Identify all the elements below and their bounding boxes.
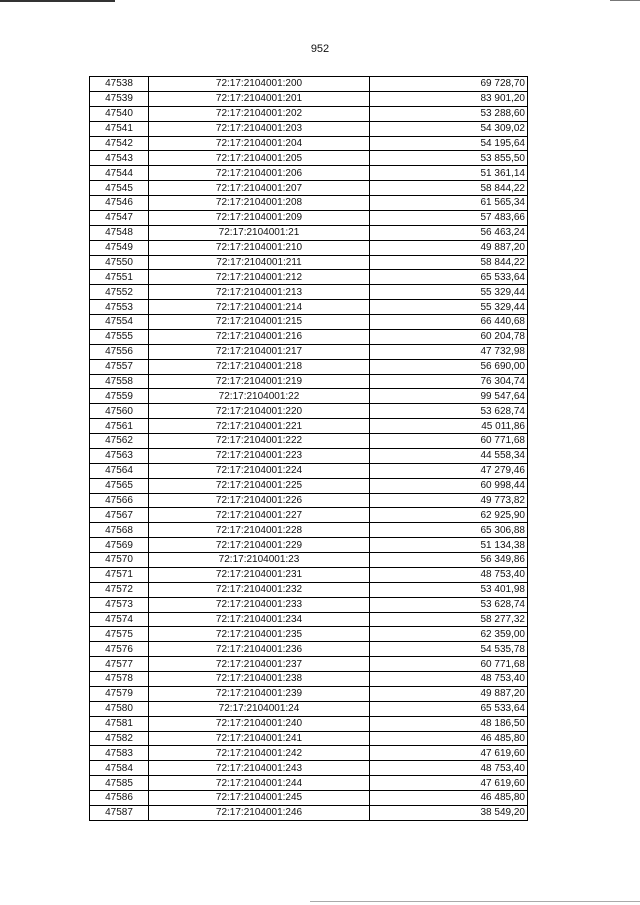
amount-cell: 46 485,80 bbox=[370, 791, 528, 806]
table-row bbox=[90, 582, 528, 597]
row-number-cell: 47586 bbox=[90, 791, 149, 806]
table-row bbox=[90, 151, 528, 166]
amount-cell: 65 533,64 bbox=[370, 701, 528, 716]
amount-cell: 38 549,20 bbox=[370, 805, 528, 820]
cadastral-number-cell: 72:17:2104001:210 bbox=[149, 240, 370, 255]
row-number-cell: 47543 bbox=[90, 151, 149, 166]
amount-cell: 60 204,78 bbox=[370, 329, 528, 344]
cadastral-number-cell: 72:17:2104001:243 bbox=[149, 761, 370, 776]
amount-cell: 48 753,40 bbox=[370, 567, 528, 582]
row-number-cell: 47575 bbox=[90, 627, 149, 642]
row-number-cell: 47572 bbox=[90, 582, 149, 597]
amount-cell: 49 773,82 bbox=[370, 493, 528, 508]
amount-cell: 54 195,64 bbox=[370, 136, 528, 151]
amount-cell: 44 558,34 bbox=[370, 448, 528, 463]
cadastral-number-cell: 72:17:2104001:234 bbox=[149, 612, 370, 627]
cadastral-number-cell: 72:17:2104001:239 bbox=[149, 686, 370, 701]
amount-cell: 49 887,20 bbox=[370, 686, 528, 701]
cadastral-number-cell: 72:17:2104001:228 bbox=[149, 523, 370, 538]
table-row bbox=[90, 300, 528, 315]
row-number-cell: 47542 bbox=[90, 136, 149, 151]
amount-cell: 47 619,60 bbox=[370, 746, 528, 761]
amount-cell: 55 329,44 bbox=[370, 300, 528, 315]
amount-cell: 53 288,60 bbox=[370, 106, 528, 121]
cadastral-number-cell: 72:17:2104001:225 bbox=[149, 478, 370, 493]
table-row bbox=[90, 225, 528, 240]
cadastral-number-cell: 72:17:2104001:209 bbox=[149, 210, 370, 225]
amount-cell: 46 485,80 bbox=[370, 731, 528, 746]
amount-cell: 76 304,74 bbox=[370, 374, 528, 389]
row-number-cell: 47569 bbox=[90, 538, 149, 553]
cadastral-number-cell: 72:17:2104001:238 bbox=[149, 672, 370, 687]
table-row bbox=[90, 642, 528, 657]
amount-cell: 65 306,88 bbox=[370, 523, 528, 538]
amount-cell: 48 753,40 bbox=[370, 761, 528, 776]
row-number-cell: 47579 bbox=[90, 686, 149, 701]
table-row bbox=[90, 106, 528, 121]
row-number-cell: 47552 bbox=[90, 285, 149, 300]
table-row bbox=[90, 196, 528, 211]
table-row bbox=[90, 166, 528, 181]
cadastral-number-cell: 72:17:2104001:223 bbox=[149, 448, 370, 463]
table-row bbox=[90, 181, 528, 196]
row-number-cell: 47546 bbox=[90, 196, 149, 211]
row-number-cell: 47584 bbox=[90, 761, 149, 776]
table-row bbox=[90, 508, 528, 523]
cadastral-number-cell: 72:17:2104001:244 bbox=[149, 776, 370, 791]
cadastral-number-cell: 72:17:2104001:215 bbox=[149, 315, 370, 330]
cadastral-number-cell: 72:17:2104001:224 bbox=[149, 463, 370, 478]
row-number-cell: 47578 bbox=[90, 672, 149, 687]
row-number-cell: 47562 bbox=[90, 434, 149, 449]
cadastral-number-cell: 72:17:2104001:232 bbox=[149, 582, 370, 597]
amount-cell: 58 844,22 bbox=[370, 255, 528, 270]
table-row bbox=[90, 240, 528, 255]
amount-cell: 53 628,74 bbox=[370, 404, 528, 419]
amount-cell: 62 359,00 bbox=[370, 627, 528, 642]
row-number-cell: 47582 bbox=[90, 731, 149, 746]
row-number-cell: 47553 bbox=[90, 300, 149, 315]
amount-cell: 62 925,90 bbox=[370, 508, 528, 523]
amount-cell: 45 011,86 bbox=[370, 419, 528, 434]
cadastral-number-cell: 72:17:2104001:205 bbox=[149, 151, 370, 166]
cadastral-number-cell: 72:17:2104001:219 bbox=[149, 374, 370, 389]
amount-cell: 99 547,64 bbox=[370, 389, 528, 404]
cadastral-number-cell: 72:17:2104001:21 bbox=[149, 225, 370, 240]
row-number-cell: 47573 bbox=[90, 597, 149, 612]
row-number-cell: 47558 bbox=[90, 374, 149, 389]
row-number-cell: 47541 bbox=[90, 121, 149, 136]
amount-cell: 56 463,24 bbox=[370, 225, 528, 240]
row-number-cell: 47585 bbox=[90, 776, 149, 791]
row-number-cell: 47540 bbox=[90, 106, 149, 121]
table-row bbox=[90, 285, 528, 300]
cadastral-number-cell: 72:17:2104001:235 bbox=[149, 627, 370, 642]
amount-cell: 51 134,38 bbox=[370, 538, 528, 553]
table-row bbox=[90, 657, 528, 672]
table-row bbox=[90, 597, 528, 612]
amount-cell: 56 349,86 bbox=[370, 553, 528, 568]
cadastral-number-cell: 72:17:2104001:227 bbox=[149, 508, 370, 523]
amount-cell: 51 361,14 bbox=[370, 166, 528, 181]
row-number-cell: 47549 bbox=[90, 240, 149, 255]
cadastral-number-cell: 72:17:2104001:246 bbox=[149, 805, 370, 820]
amount-cell: 48 753,40 bbox=[370, 672, 528, 687]
amount-cell: 66 440,68 bbox=[370, 315, 528, 330]
amount-cell: 58 844,22 bbox=[370, 181, 528, 196]
cadastral-number-cell: 72:17:2104001:24 bbox=[149, 701, 370, 716]
table-row bbox=[90, 805, 528, 820]
row-number-cell: 47545 bbox=[90, 181, 149, 196]
cadastral-number-cell: 72:17:2104001:240 bbox=[149, 716, 370, 731]
cadastral-number-cell: 72:17:2104001:207 bbox=[149, 181, 370, 196]
row-number-cell: 47577 bbox=[90, 657, 149, 672]
row-number-cell: 47576 bbox=[90, 642, 149, 657]
table-row bbox=[90, 121, 528, 136]
cadastral-number-cell: 72:17:2104001:200 bbox=[149, 77, 370, 92]
table-row bbox=[90, 478, 528, 493]
row-number-cell: 47564 bbox=[90, 463, 149, 478]
cadastral-number-cell: 72:17:2104001:226 bbox=[149, 493, 370, 508]
cadastral-number-cell: 72:17:2104001:213 bbox=[149, 285, 370, 300]
row-number-cell: 47581 bbox=[90, 716, 149, 731]
amount-cell: 58 277,32 bbox=[370, 612, 528, 627]
amount-cell: 65 533,64 bbox=[370, 270, 528, 285]
cadastral-number-cell: 72:17:2104001:206 bbox=[149, 166, 370, 181]
row-number-cell: 47559 bbox=[90, 389, 149, 404]
cadastral-number-cell: 72:17:2104001:212 bbox=[149, 270, 370, 285]
amount-cell: 47 619,60 bbox=[370, 776, 528, 791]
row-number-cell: 47565 bbox=[90, 478, 149, 493]
table-row bbox=[90, 255, 528, 270]
table-row bbox=[90, 389, 528, 404]
table-row bbox=[90, 761, 528, 776]
amount-cell: 60 771,68 bbox=[370, 657, 528, 672]
table-row bbox=[90, 344, 528, 359]
amount-cell: 61 565,34 bbox=[370, 196, 528, 211]
row-number-cell: 47556 bbox=[90, 344, 149, 359]
table-row bbox=[90, 315, 528, 330]
scan-edge-line bbox=[610, 0, 640, 1]
row-number-cell: 47544 bbox=[90, 166, 149, 181]
cadastral-number-cell: 72:17:2104001:23 bbox=[149, 553, 370, 568]
cadastral-number-cell: 72:17:2104001:242 bbox=[149, 746, 370, 761]
amount-cell: 47 732,98 bbox=[370, 344, 528, 359]
amount-cell: 47 279,46 bbox=[370, 463, 528, 478]
row-number-cell: 47583 bbox=[90, 746, 149, 761]
row-number-cell: 47539 bbox=[90, 91, 149, 106]
cadastral-number-cell: 72:17:2104001:208 bbox=[149, 196, 370, 211]
table-row bbox=[90, 731, 528, 746]
page-number: 952 bbox=[310, 43, 330, 55]
amount-cell: 54 535,78 bbox=[370, 642, 528, 657]
cadastral-number-cell: 72:17:2104001:221 bbox=[149, 419, 370, 434]
cadastral-number-cell: 72:17:2104001:245 bbox=[149, 791, 370, 806]
table-row bbox=[90, 493, 528, 508]
table-row bbox=[90, 791, 528, 806]
cadastral-number-cell: 72:17:2104001:229 bbox=[149, 538, 370, 553]
amount-cell: 57 483,66 bbox=[370, 210, 528, 225]
row-number-cell: 47567 bbox=[90, 508, 149, 523]
table-row bbox=[90, 776, 528, 791]
table-row bbox=[90, 374, 528, 389]
amount-cell: 83 901,20 bbox=[370, 91, 528, 106]
table-row bbox=[90, 329, 528, 344]
cadastral-number-cell: 72:17:2104001:236 bbox=[149, 642, 370, 657]
cadastral-number-cell: 72:17:2104001:217 bbox=[149, 344, 370, 359]
row-number-cell: 47554 bbox=[90, 315, 149, 330]
table-row bbox=[90, 359, 528, 374]
table-row bbox=[90, 567, 528, 582]
table-row bbox=[90, 746, 528, 761]
cadastral-number-cell: 72:17:2104001:231 bbox=[149, 567, 370, 582]
cadastral-number-cell: 72:17:2104001:222 bbox=[149, 434, 370, 449]
table-row bbox=[90, 77, 528, 92]
scan-edge-line bbox=[310, 901, 640, 902]
amount-cell: 55 329,44 bbox=[370, 285, 528, 300]
row-number-cell: 47547 bbox=[90, 210, 149, 225]
scan-edge-line bbox=[0, 0, 115, 2]
amount-cell: 54 309,02 bbox=[370, 121, 528, 136]
cadastral-number-cell: 72:17:2104001:233 bbox=[149, 597, 370, 612]
amount-cell: 60 771,68 bbox=[370, 434, 528, 449]
row-number-cell: 47568 bbox=[90, 523, 149, 538]
cadastral-number-cell: 72:17:2104001:204 bbox=[149, 136, 370, 151]
cadastral-table bbox=[89, 76, 528, 821]
row-number-cell: 47550 bbox=[90, 255, 149, 270]
amount-cell: 48 186,50 bbox=[370, 716, 528, 731]
amount-cell: 56 690,00 bbox=[370, 359, 528, 374]
cadastral-number-cell: 72:17:2104001:216 bbox=[149, 329, 370, 344]
table-row bbox=[90, 448, 528, 463]
table-row bbox=[90, 210, 528, 225]
row-number-cell: 47538 bbox=[90, 77, 149, 92]
table-row bbox=[90, 419, 528, 434]
amount-cell: 53 401,98 bbox=[370, 582, 528, 597]
cadastral-number-cell: 72:17:2104001:203 bbox=[149, 121, 370, 136]
table-row bbox=[90, 270, 528, 285]
table-row bbox=[90, 701, 528, 716]
row-number-cell: 47566 bbox=[90, 493, 149, 508]
row-number-cell: 47551 bbox=[90, 270, 149, 285]
table-row bbox=[90, 716, 528, 731]
row-number-cell: 47571 bbox=[90, 567, 149, 582]
table-row bbox=[90, 612, 528, 627]
row-number-cell: 47574 bbox=[90, 612, 149, 627]
cadastral-number-cell: 72:17:2104001:241 bbox=[149, 731, 370, 746]
table-row bbox=[90, 686, 528, 701]
cadastral-number-cell: 72:17:2104001:237 bbox=[149, 657, 370, 672]
amount-cell: 49 887,20 bbox=[370, 240, 528, 255]
table-row bbox=[90, 136, 528, 151]
table-body bbox=[90, 77, 528, 821]
row-number-cell: 47580 bbox=[90, 701, 149, 716]
cadastral-number-cell: 72:17:2104001:201 bbox=[149, 91, 370, 106]
table-row bbox=[90, 538, 528, 553]
table-row bbox=[90, 404, 528, 419]
table-row bbox=[90, 463, 528, 478]
table-row bbox=[90, 523, 528, 538]
table-row bbox=[90, 553, 528, 568]
row-number-cell: 47560 bbox=[90, 404, 149, 419]
amount-cell: 60 998,44 bbox=[370, 478, 528, 493]
table-row bbox=[90, 627, 528, 642]
row-number-cell: 47561 bbox=[90, 419, 149, 434]
cadastral-number-cell: 72:17:2104001:218 bbox=[149, 359, 370, 374]
row-number-cell: 47548 bbox=[90, 225, 149, 240]
table-row bbox=[90, 91, 528, 106]
cadastral-number-cell: 72:17:2104001:22 bbox=[149, 389, 370, 404]
table-row bbox=[90, 672, 528, 687]
table-row bbox=[90, 434, 528, 449]
amount-cell: 69 728,70 bbox=[370, 77, 528, 92]
cadastral-number-cell: 72:17:2104001:202 bbox=[149, 106, 370, 121]
cadastral-number-cell: 72:17:2104001:211 bbox=[149, 255, 370, 270]
cadastral-number-cell: 72:17:2104001:214 bbox=[149, 300, 370, 315]
cadastral-number-cell: 72:17:2104001:220 bbox=[149, 404, 370, 419]
row-number-cell: 47563 bbox=[90, 448, 149, 463]
row-number-cell: 47570 bbox=[90, 553, 149, 568]
amount-cell: 53 855,50 bbox=[370, 151, 528, 166]
row-number-cell: 47587 bbox=[90, 805, 149, 820]
amount-cell: 53 628,74 bbox=[370, 597, 528, 612]
row-number-cell: 47557 bbox=[90, 359, 149, 374]
row-number-cell: 47555 bbox=[90, 329, 149, 344]
